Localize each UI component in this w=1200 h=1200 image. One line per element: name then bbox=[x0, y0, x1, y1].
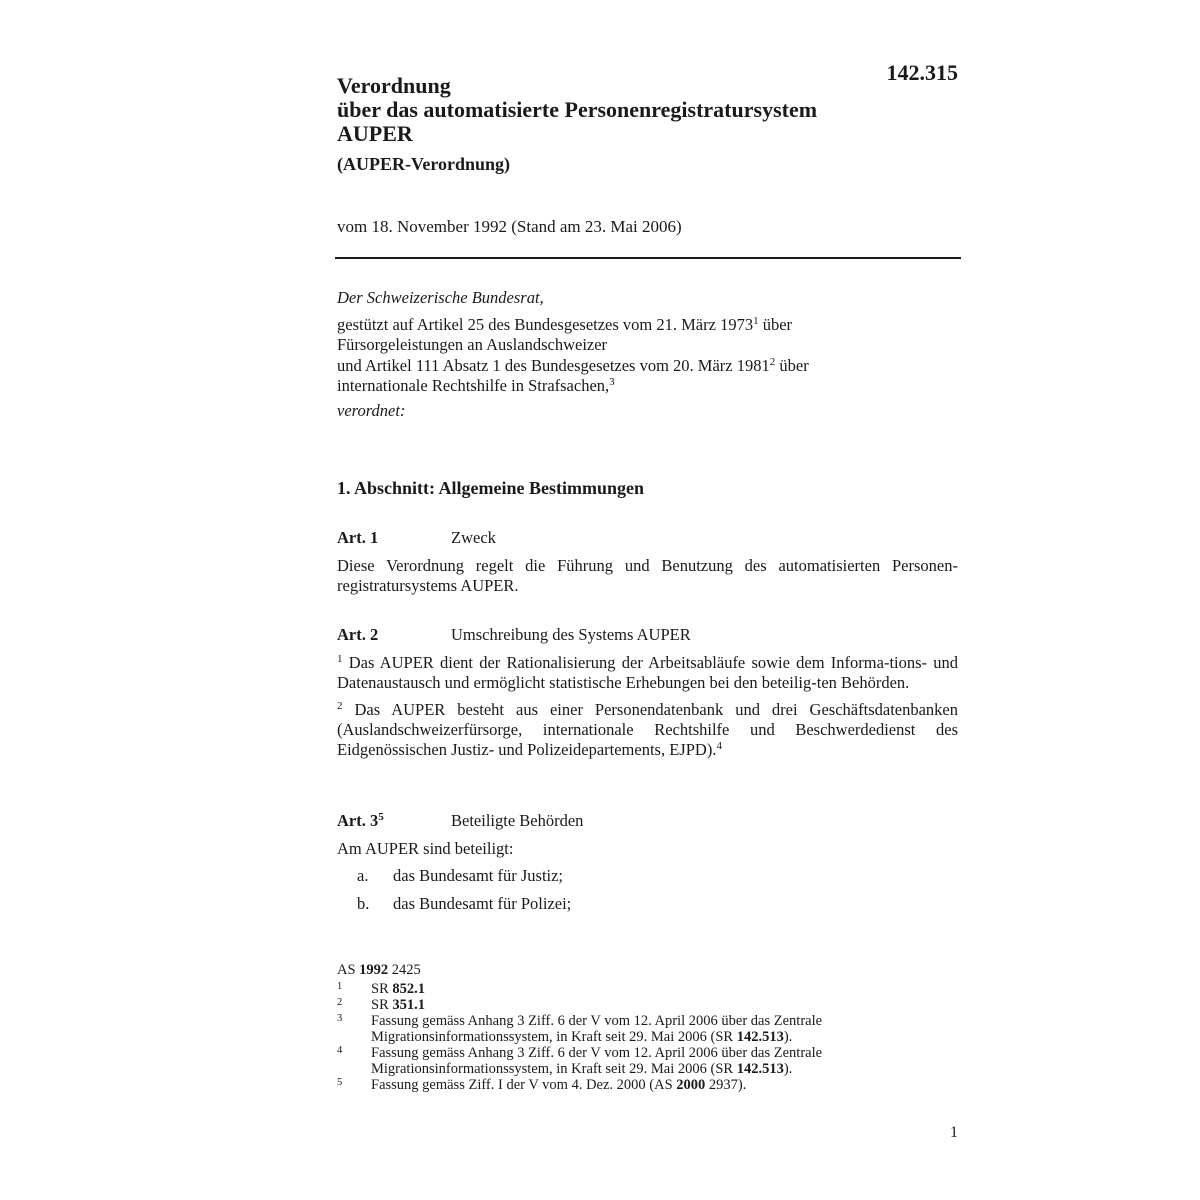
footnote-3: 3 Fassung gemäss Anhang 3 Ziff. 6 der V vom 12. April 2006 über das Zentrale Migrationsinformationssystem, in Kraft seit 29. Mai 2006 (SR 142.513). bbox=[337, 1013, 823, 1045]
footnote-number: 4 bbox=[337, 1045, 343, 1056]
preamble-basis-line: internationale Rechtshilfe in Strafsachen,$^3$ bbox=[337, 376, 615, 395]
paragraph-number: 2 bbox=[337, 700, 343, 712]
article-title: Umschreibung des Systems AUPER bbox=[451, 625, 691, 644]
date-line: vom 18. November 1992 (Stand am 23. Mai 2006) bbox=[337, 217, 682, 236]
article-number: Art. $3^5$ bbox=[337, 811, 384, 830]
preamble-verb: verordnet: bbox=[337, 400, 406, 420]
article-1 bbox=[337, 528, 958, 603]
footnote-ref[interactable]: 2 bbox=[769, 355, 776, 368]
paragraph-number: 1 bbox=[337, 653, 343, 665]
footnote-number: 3 bbox=[337, 1013, 343, 1024]
footnote-number: 1 bbox=[337, 981, 343, 992]
footnote-5: 5 Fassung gemäss Ziff. I der V vom 4. Dez. 2000 (AS 2000 2937). bbox=[337, 1077, 747, 1093]
title-rule bbox=[335, 257, 961, 259]
list-text: das Bundesamt für Polizei; bbox=[393, 894, 572, 913]
article-number: Art. 1 bbox=[337, 528, 379, 547]
title-line: über das automatisierte Personenregistratursystem bbox=[337, 97, 818, 122]
footnote-4: 4 Fassung gemäss Anhang 3 Ziff. 6 der V vom 12. April 2006 über das Zentrale Migrationsinformationssystem, in Kraft seit 29. Mai 2006 (SR 142.513). bbox=[337, 1045, 823, 1077]
footnote-ref[interactable]: 3 bbox=[609, 376, 615, 388]
article-paragraph: $^2$ Das AUPER besteht aus einer Personendatenbank und drei Geschäftsdatenbanken (Auslandschweizerfürsorge, internationale Rechtshilfe und Beschwerdedienst des Eidgenössischen Justiz- und Polizeidepartements, EJPD).$^4$ bbox=[337, 700, 958, 759]
preamble-basis-line: gestützt auf Artikel 25 des Bundesgesetzes vom 21. März 1973$^1$ über bbox=[337, 314, 793, 334]
list-text: das Bundesamt für Justiz; bbox=[393, 866, 564, 885]
footnotes bbox=[337, 962, 957, 1093]
footnote-number: 5 bbox=[337, 1077, 343, 1088]
as-reference: AS 1992 2425 bbox=[337, 962, 421, 978]
page-number: 1 bbox=[950, 1124, 958, 1141]
preamble bbox=[337, 288, 957, 421]
article-title: Beteiligte Behörden bbox=[451, 811, 584, 830]
short-title: (AUPER-Verordnung) bbox=[337, 154, 511, 174]
list-letter: b. bbox=[357, 894, 370, 913]
article-number: Art. 2 bbox=[337, 625, 379, 644]
title-line: AUPER bbox=[337, 121, 413, 146]
footnote-ref[interactable]: 4 bbox=[716, 740, 722, 752]
article-2 bbox=[337, 625, 958, 767]
list-item bbox=[357, 894, 958, 914]
title-line: Verordnung bbox=[337, 73, 451, 98]
article-paragraph: Diese Verordnung regelt die Führung und Benutzung des automatisierten Personen-registratursystems AUPER. bbox=[337, 556, 958, 595]
sr-number: 142.315 bbox=[886, 60, 958, 85]
article-paragraph: Am AUPER sind beteiligt: bbox=[337, 839, 514, 858]
preamble-basis-line: Fürsorgeleistungen an Auslandschweizer bbox=[337, 335, 608, 354]
document-title bbox=[337, 74, 897, 146]
list-letter: a. bbox=[357, 866, 369, 885]
footnote-1: 1 SR 852.1 bbox=[337, 981, 425, 997]
footnote-number: 2 bbox=[337, 997, 343, 1008]
section-heading: 1. Abschnitt: Allgemeine Bestimmungen bbox=[337, 478, 645, 498]
article-header bbox=[337, 528, 958, 548]
footnote-ref[interactable]: 1 bbox=[753, 314, 759, 327]
article-3 bbox=[337, 811, 958, 922]
footnote-2: 2 SR 351.1 bbox=[337, 997, 425, 1013]
preamble-basis-line: und Artikel 111 Absatz 1 des Bundesgesetzes vom 20. März 1981$^2$ über bbox=[337, 355, 809, 375]
article-header bbox=[337, 811, 958, 831]
article-title: Zweck bbox=[451, 528, 496, 547]
list-item bbox=[357, 866, 958, 886]
preamble-issuer: Der Schweizerische Bundesrat, bbox=[337, 288, 544, 307]
footnote-ref[interactable]: 5 bbox=[378, 811, 384, 823]
article-paragraph: $^1$ Das AUPER dient der Rationalisierung der Arbeitsabläufe sowie dem Informa-tions- und Datenaustausch und ermöglicht statistische Erhebungen bei den beteilig-ten Behörden. bbox=[337, 653, 958, 692]
article-header bbox=[337, 625, 958, 645]
